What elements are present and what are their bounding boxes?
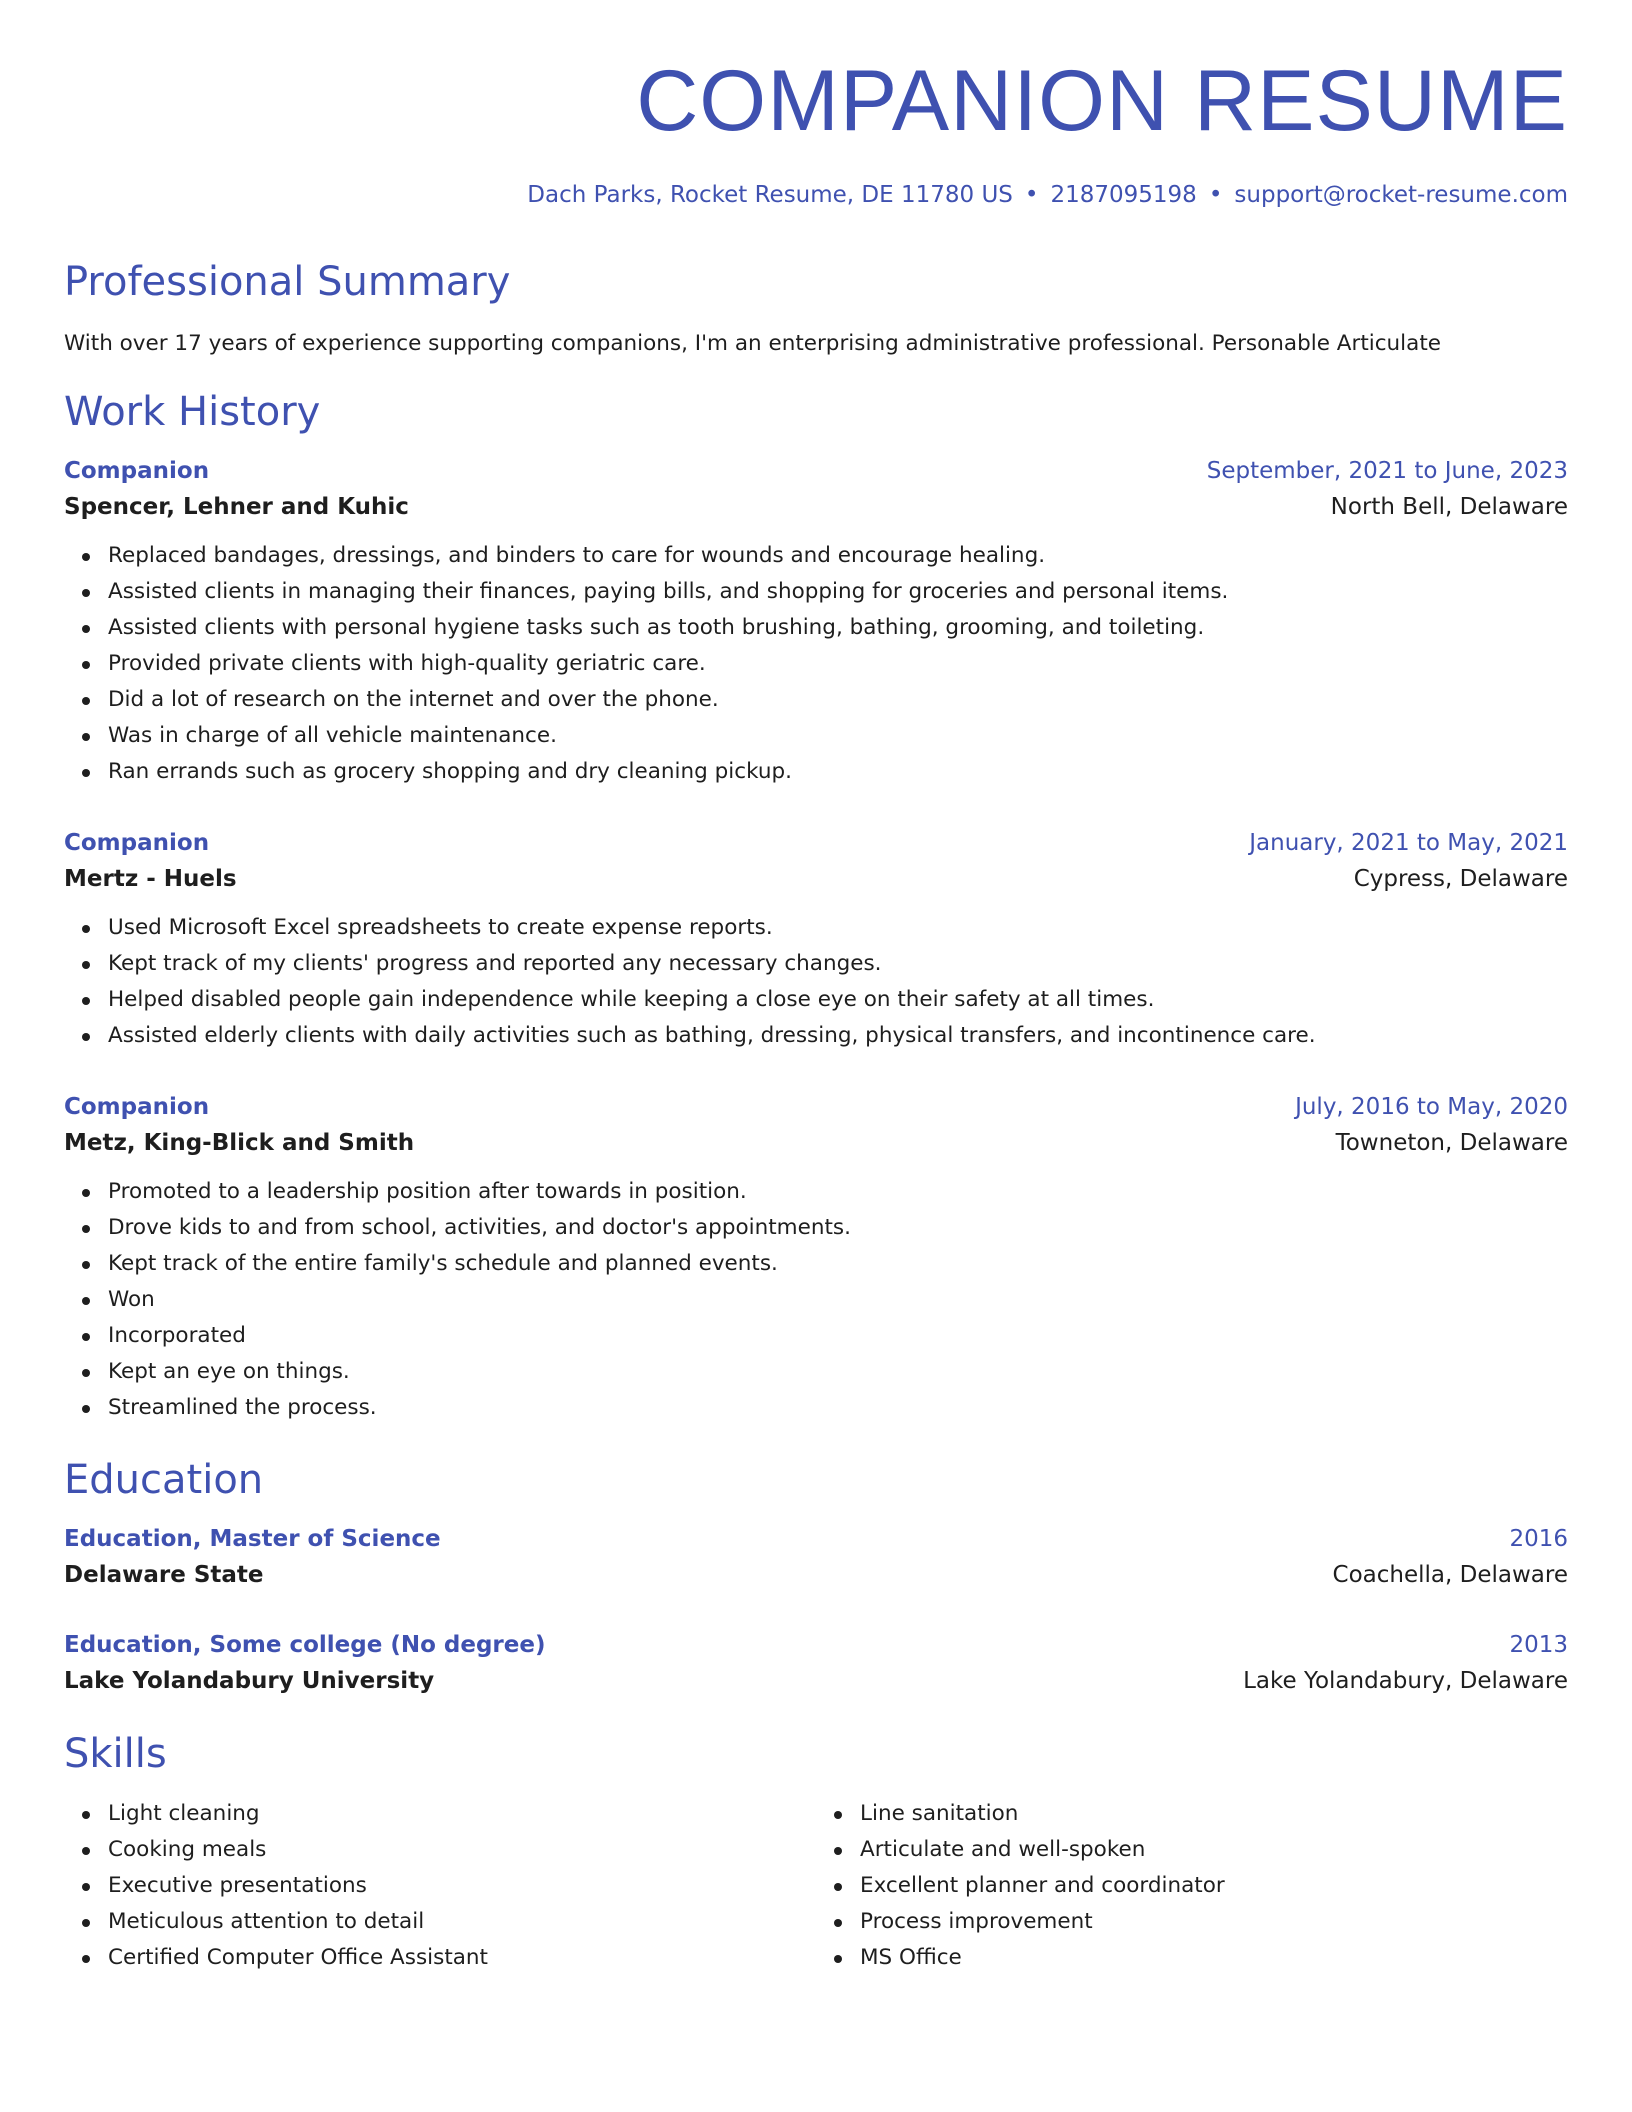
contact-separator: •	[1024, 182, 1039, 208]
company-name: Spencer, Lehner and Kuhic	[64, 493, 409, 520]
school-name: Delaware State	[64, 1561, 264, 1588]
work-history-section	[64, 388, 1568, 1426]
contact-address: Dach Parks, Rocket Resume, DE 11780 US	[527, 182, 1013, 208]
contact-line	[64, 182, 1568, 208]
list-item: Provided private clients with high-quality geriatric care.	[108, 646, 1568, 682]
company-name: Metz, King-Blick and Smith	[64, 1129, 415, 1156]
work-entry	[64, 830, 1568, 1054]
skills-column-right	[816, 1796, 1568, 1976]
work-entry	[64, 458, 1568, 790]
education-entry	[64, 1632, 1568, 1694]
degree-name: Education, Master of Science	[64, 1525, 441, 1552]
list-item: Line sanitation	[860, 1796, 1568, 1832]
education-section	[64, 1456, 1568, 1694]
list-item: Meticulous attention to detail	[108, 1904, 816, 1940]
list-item: Drove kids to and from school, activities, and doctor's appointments.	[108, 1210, 1568, 1246]
job-duties-list	[64, 538, 1568, 790]
contact-separator: •	[1208, 182, 1223, 208]
skills-grid	[64, 1796, 1568, 1976]
job-title: Companion	[64, 457, 210, 484]
job-dates: July, 2016 to May, 2020	[1295, 1093, 1568, 1120]
list-item: Helped disabled people gain independence while keeping a close eye on their safety at all times.	[108, 982, 1568, 1018]
job-duties-list	[64, 1174, 1568, 1426]
list-item: Streamlined the process.	[108, 1390, 1568, 1426]
list-item: Assisted elderly clients with daily activities such as bathing, dressing, physical transfers, and incontinence care.	[108, 1018, 1568, 1054]
list-item: Process improvement	[860, 1904, 1568, 1940]
job-location: North Bell, Delaware	[1330, 493, 1568, 520]
list-item: Kept track of the entire family's schedule and planned events.	[108, 1246, 1568, 1282]
list-item: Excellent planner and coordinator	[860, 1868, 1568, 1904]
contact-email: support@rocket-resume.com	[1234, 182, 1568, 208]
list-item: Did a lot of research on the internet and over the phone.	[108, 682, 1568, 718]
list-item: Replaced bandages, dressings, and binders to care for wounds and encourage healing.	[108, 538, 1568, 574]
summary-text: With over 17 years of experience supporting companions, I'm an enterprising administrative professional. Personable Articulate	[64, 331, 1441, 356]
work-history-heading: Work History	[64, 388, 321, 435]
list-item: Kept an eye on things.	[108, 1354, 1568, 1390]
list-item: Kept track of my clients' progress and reported any necessary changes.	[108, 946, 1568, 982]
list-item: Was in charge of all vehicle maintenance.	[108, 718, 1568, 754]
job-location: Cypress, Delaware	[1353, 865, 1568, 892]
list-item: Assisted clients with personal hygiene tasks such as tooth brushing, bathing, grooming, and toileting.	[108, 610, 1568, 646]
skills-heading: Skills	[64, 1730, 167, 1777]
list-item: Ran errands such as grocery shopping and dry cleaning pickup.	[108, 754, 1568, 790]
contact-phone: 2187095198	[1050, 182, 1197, 208]
school-location: Lake Yolandabury, Delaware	[1243, 1667, 1568, 1694]
list-item: Articulate and well-spoken	[860, 1832, 1568, 1868]
skills-list	[816, 1796, 1568, 1976]
education-heading: Education	[64, 1456, 264, 1503]
work-entry	[64, 1094, 1568, 1426]
company-name: Mertz - Huels	[64, 865, 237, 892]
job-title: Companion	[64, 829, 210, 856]
resume-header	[64, 53, 1568, 208]
school-name: Lake Yolandabury University	[64, 1667, 435, 1694]
list-item: Certified Computer Office Assistant	[108, 1940, 816, 1976]
resume-title: COMPANION RESUME	[636, 53, 1568, 149]
school-location: Coachella, Delaware	[1332, 1561, 1568, 1588]
list-item: Used Microsoft Excel spreadsheets to create expense reports.	[108, 910, 1568, 946]
education-entry	[64, 1526, 1568, 1588]
skills-list	[64, 1796, 816, 1976]
graduation-year: 2013	[1509, 1631, 1568, 1658]
summary-section	[64, 258, 1568, 358]
job-dates: January, 2021 to May, 2021	[1249, 829, 1568, 856]
list-item: Assisted clients in managing their finances, paying bills, and shopping for groceries and personal items.	[108, 574, 1568, 610]
job-dates: September, 2021 to June, 2023	[1206, 457, 1568, 484]
job-location: Towneton, Delaware	[1335, 1129, 1568, 1156]
degree-name: Education, Some college (No degree)	[64, 1631, 546, 1658]
list-item: Incorporated	[108, 1318, 1568, 1354]
list-item: MS Office	[860, 1940, 1568, 1976]
list-item: Won	[108, 1282, 1568, 1318]
list-item: Cooking meals	[108, 1832, 816, 1868]
summary-heading: Professional Summary	[64, 259, 511, 305]
skills-column-left	[64, 1796, 816, 1976]
list-item: Promoted to a leadership position after towards in position.	[108, 1174, 1568, 1210]
list-item: Executive presentations	[108, 1868, 816, 1904]
skills-section	[64, 1730, 1568, 1976]
graduation-year: 2016	[1509, 1525, 1568, 1552]
list-item: Light cleaning	[108, 1796, 816, 1832]
job-duties-list	[64, 910, 1568, 1054]
job-title: Companion	[64, 1093, 210, 1120]
